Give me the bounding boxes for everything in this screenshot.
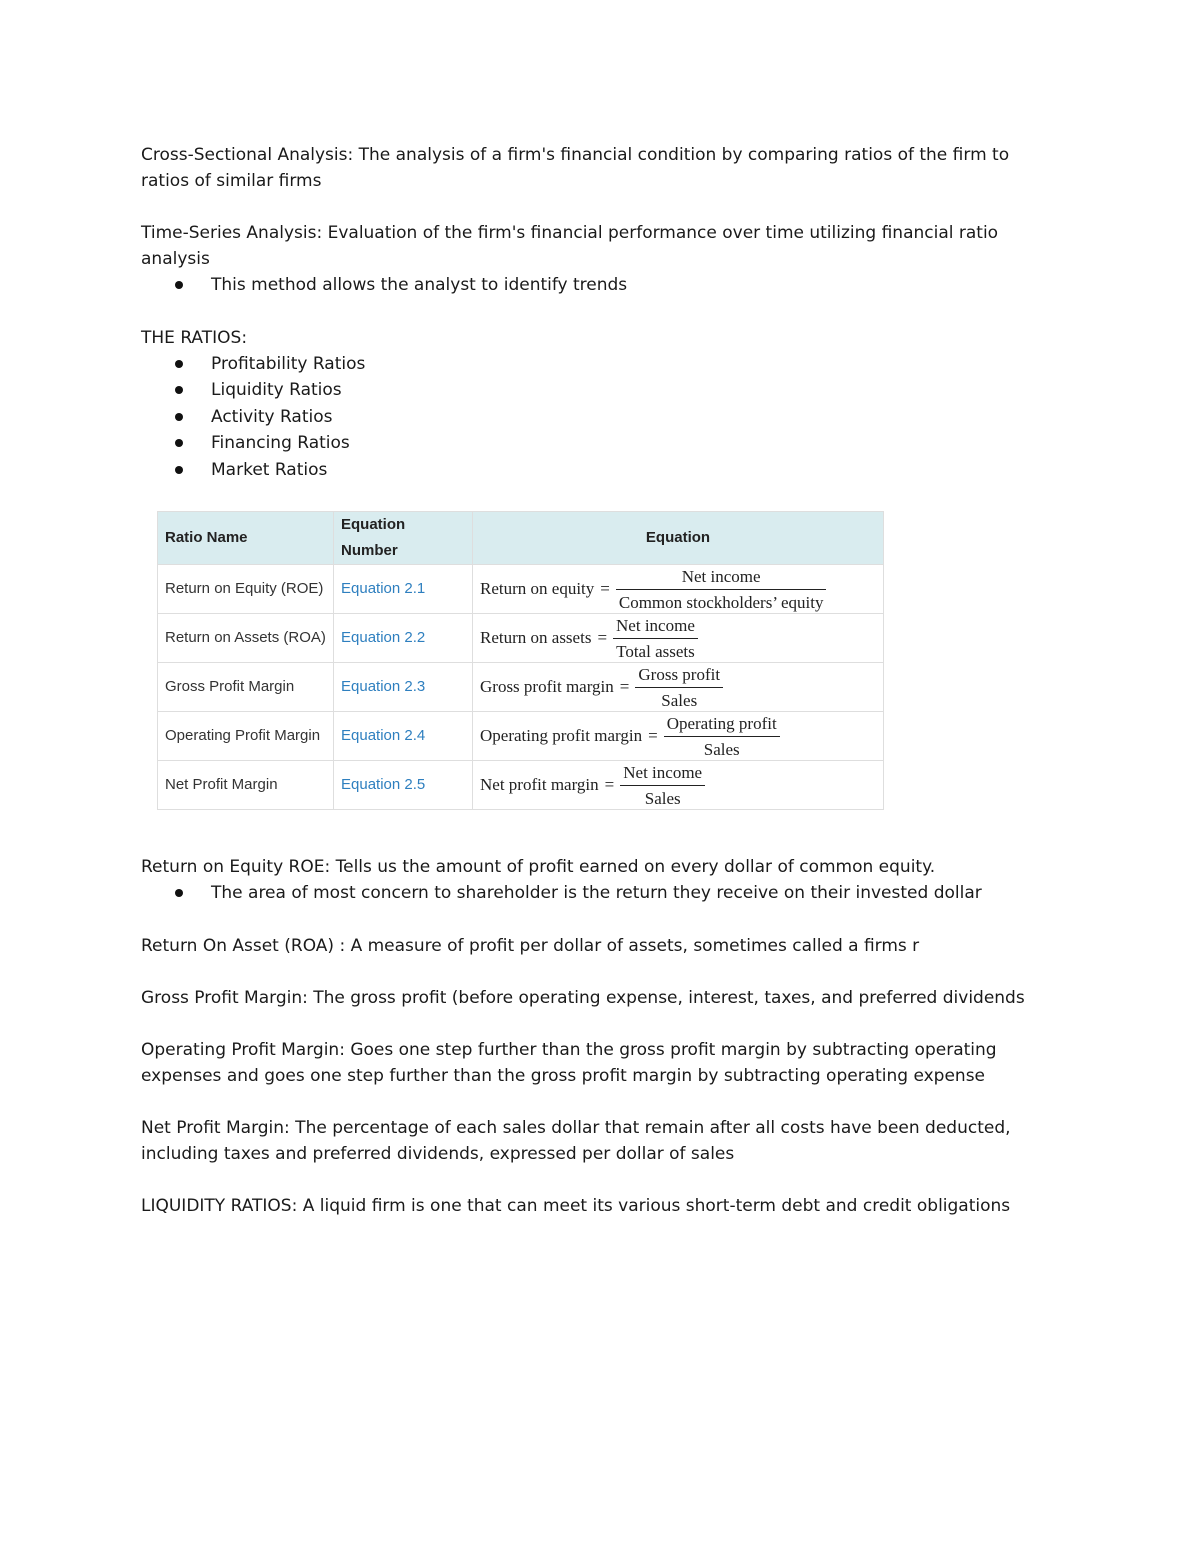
equation-number-link[interactable]: Equation 2.5 [334, 761, 473, 810]
equation-cell [473, 761, 884, 810]
bullet-icon [175, 413, 183, 421]
bullet-text: Activity Ratios [211, 406, 333, 427]
ratio-name-cell: Gross Profit Margin [158, 663, 334, 712]
list-item [141, 880, 1061, 907]
equation-lhs: Net profit margin [480, 775, 599, 794]
equation-number-link[interactable]: Equation 2.1 [334, 565, 473, 614]
equals-sign: = [604, 775, 615, 794]
fraction [616, 566, 827, 613]
table-row [158, 712, 884, 761]
fraction [635, 664, 723, 711]
ratio-table-container [157, 511, 1061, 810]
equation-cell [473, 614, 884, 663]
bullet-icon [175, 360, 183, 368]
numerator: Operating profit [666, 713, 777, 733]
fraction [613, 615, 698, 662]
equation-number-link[interactable]: Equation 2.3 [334, 663, 473, 712]
equation-formula [480, 664, 876, 711]
denominator: Total assets [613, 638, 698, 662]
numerator: Net income [623, 762, 703, 782]
gross-profit-margin-definition: Gross Profit Margin: The gross profit (before operating expense, interest, taxes, and preferred dividends [141, 987, 1025, 1008]
equation-number-link[interactable]: Equation 2.4 [334, 712, 473, 761]
bullet-icon [175, 281, 183, 289]
ratio-name-cell: Operating Profit Margin [158, 712, 334, 761]
roe-definition: Return on Equity ROE: Tells us the amount of profit earned on every dollar of common equity. [141, 857, 936, 877]
ratio-name-cell: Net Profit Margin [158, 761, 334, 810]
equals-sign: = [597, 628, 608, 647]
bullet-icon [175, 466, 183, 474]
numerator: Net income [681, 566, 761, 586]
ratios-heading: THE RATIOS: [141, 327, 248, 348]
ratio-table [157, 511, 884, 810]
denominator: Common stockholders’ equity [616, 589, 827, 613]
equation-lhs: Gross profit margin [480, 677, 614, 696]
list-item [141, 272, 1061, 299]
roe-bullets [141, 880, 1061, 907]
bullet-text: Financing Ratios [211, 433, 350, 453]
equation-lhs: Return on equity [480, 579, 595, 598]
equation-lhs: Operating profit margin [480, 726, 643, 745]
bullet-icon [175, 889, 183, 897]
document-body [141, 142, 1061, 1219]
table-row [158, 761, 884, 810]
time-series-bullets [141, 272, 1061, 299]
equation-formula [480, 566, 876, 613]
equation-cell [473, 663, 884, 712]
table-row [158, 565, 884, 614]
equals-sign: = [648, 726, 658, 745]
ratio-name-cell: Return on Assets (ROA) [158, 614, 334, 663]
column-header-equation-number: Equation Number [334, 512, 473, 565]
table-header-row [158, 512, 884, 565]
column-header-equation: Equation [473, 512, 884, 565]
net-profit-margin-definition: Net Profit Margin: The percentage of each sales dollar that remain after all costs have been deducted, including taxes and preferred dividends, expressed per dollar of sales [141, 1117, 1011, 1164]
equation-formula [480, 615, 876, 662]
equation-number-link[interactable]: Equation 2.2 [334, 614, 473, 663]
list-item [141, 457, 1061, 484]
table-row [158, 663, 884, 712]
equation-formula [480, 713, 876, 760]
roa-definition: Return On Asset (ROA) : A measure of profit per dollar of assets, sometimes called a firms r [141, 935, 920, 956]
fraction [620, 762, 705, 809]
equation-lhs: Return on assets [480, 628, 592, 647]
operating-profit-margin-definition: Operating Profit Margin: Goes one step further than the gross profit margin by subtracting operating expenses and goes one step further than the gross profit margin by subtracting operating expense [141, 1039, 997, 1086]
ratio-name-cell: Return on Equity (ROE) [158, 565, 334, 614]
bullet-icon [175, 439, 183, 447]
bullet-text: Profitability Ratios [211, 353, 366, 374]
list-item [141, 404, 1061, 431]
bullet-text: The area of most concern to shareholder is the return they receive on their invested dollar [211, 883, 982, 903]
list-item [141, 351, 1061, 378]
denominator: Sales [620, 785, 705, 809]
column-header-ratio-name: Ratio Name [158, 512, 334, 565]
equals-sign: = [600, 579, 610, 598]
equals-sign: = [619, 677, 630, 696]
liquidity-ratios-definition: LIQUIDITY RATIOS: A liquid firm is one that can meet its various short-term debt and credit obligations [141, 1195, 1011, 1216]
equation-formula [480, 762, 876, 809]
table-row [158, 614, 884, 663]
bullet-icon [175, 386, 183, 394]
list-item [141, 377, 1061, 404]
numerator: Net income [616, 615, 695, 635]
denominator: Sales [635, 687, 723, 711]
bullet-text: Liquidity Ratios [211, 380, 342, 400]
list-item [141, 430, 1061, 457]
cross-sectional-definition: Cross-Sectional Analysis: The analysis of a firm's financial condition by comparing ratios of the firm to ratios of similar firms [141, 145, 1010, 191]
bullet-text: This method allows the analyst to identify trends [211, 275, 628, 295]
fraction [664, 713, 780, 760]
numerator: Gross profit [638, 664, 721, 684]
equation-cell [473, 565, 884, 614]
denominator: Sales [664, 736, 780, 760]
ratio-list [141, 351, 1061, 484]
time-series-definition: Time-Series Analysis: Evaluation of the firm's financial performance over time utilizing financial ratio analysis [141, 223, 999, 269]
bullet-text: Market Ratios [211, 459, 328, 480]
equation-cell [473, 712, 884, 761]
